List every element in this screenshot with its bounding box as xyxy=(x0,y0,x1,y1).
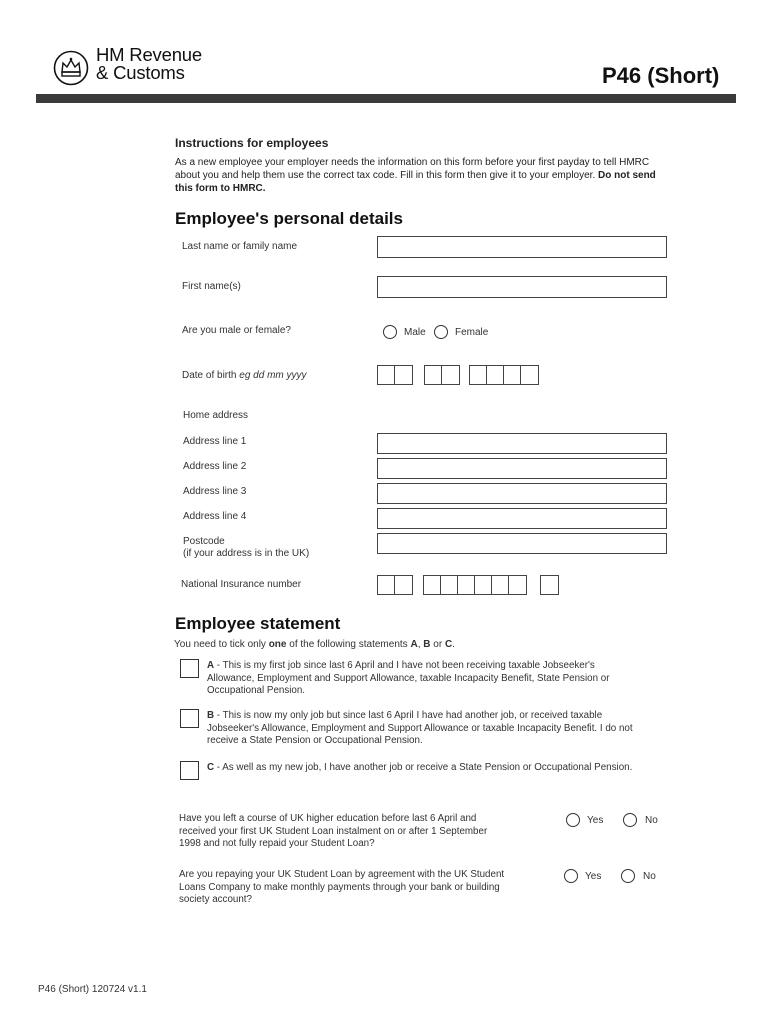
home-address-label: Home address xyxy=(183,410,249,421)
hmrc-crest-icon xyxy=(53,50,89,86)
address-line3-input[interactable] xyxy=(377,483,667,504)
form-title: P46 (Short) xyxy=(602,63,720,88)
statement-a-text: A - This is my first job since last 6 April and I have not been receiving taxable Jobseeker's Allowance, Employment and Support Allowance, taxable Incapacity Benefit, State Pension or Occupational Pension. xyxy=(207,660,610,696)
loan-repayment-no-label: No xyxy=(643,871,656,882)
ni-number-label: National Insurance number xyxy=(181,579,302,590)
female-label: Female xyxy=(455,327,489,338)
female-radio[interactable] xyxy=(434,325,448,339)
address-line3-label: Address line 3 xyxy=(183,486,247,497)
employee-statement-heading: Employee statement xyxy=(175,614,341,633)
loan-repayment-no-radio[interactable] xyxy=(621,869,635,883)
address-line4-input[interactable] xyxy=(377,508,667,529)
dob-year-input[interactable] xyxy=(469,365,539,385)
loan-repayment-yes-label: Yes xyxy=(585,871,602,882)
address-line1-label: Address line 1 xyxy=(183,436,247,447)
form-reference: P46 (Short) 120724 v1.1 xyxy=(38,984,147,995)
instructions-heading: Instructions for employees xyxy=(175,136,329,150)
ni-prefix-input[interactable] xyxy=(377,575,413,595)
address-line1-input[interactable] xyxy=(377,433,667,454)
statement-c-text: C - As well as my new job, I have another job or receive a State Pension or Occupational Pension. xyxy=(207,762,633,773)
student-loan-yes-radio[interactable] xyxy=(566,813,580,827)
male-radio[interactable] xyxy=(383,325,397,339)
ni-digits-input[interactable] xyxy=(423,575,527,595)
postcode-label: Postcode (if your address is in the UK) xyxy=(183,536,310,559)
gender-label: Are you male or female? xyxy=(182,325,291,336)
first-name-input[interactable] xyxy=(377,276,667,298)
loan-repayment-yes-radio[interactable] xyxy=(564,869,578,883)
address-line2-label: Address line 2 xyxy=(183,461,247,472)
org-name: HM Revenue & Customs xyxy=(96,44,202,83)
postcode-input[interactable] xyxy=(377,533,667,554)
statement-b-text: B - This is now my only job but since last 6 April I have had another job, or received taxable Jobseeker's Allowance, Employment and Support Allowance or taxable Incapacity Benefit. I do not receive a State Pension or Occupational Pension. xyxy=(207,710,633,746)
student-loan-question: Have you left a course of UK higher education before last 6 April and received your first UK Student Loan instalment on or after 1 September 1998 and not fully repaid your Student Loan? xyxy=(179,813,488,849)
student-loan-no-label: No xyxy=(645,815,658,826)
last-name-input[interactable] xyxy=(377,236,667,258)
ni-suffix-input[interactable] xyxy=(540,575,559,595)
statement-c-checkbox[interactable] xyxy=(180,761,199,780)
personal-details-heading: Employee's personal details xyxy=(175,209,403,228)
student-loan-no-radio[interactable] xyxy=(623,813,637,827)
first-name-label: First name(s) xyxy=(182,281,241,292)
student-loan-yes-label: Yes xyxy=(587,815,604,826)
dob-month-input[interactable] xyxy=(424,365,460,385)
dob-day-input[interactable] xyxy=(377,365,413,385)
instructions-text: As a new employee your employer needs the information on this form before your first payday to tell HMRC about you and help them use the correct tax code. Fill in this form then give it to your employer. Do not send this form to HMRC. xyxy=(175,157,656,194)
statement-a-checkbox[interactable] xyxy=(180,659,199,678)
header-divider xyxy=(36,94,736,103)
male-label: Male xyxy=(404,327,426,338)
address-line2-input[interactable] xyxy=(377,458,667,479)
statement-intro: You need to tick only one of the following statements A, B or C. xyxy=(174,639,455,650)
address-line4-label: Address line 4 xyxy=(183,511,247,522)
statement-b-checkbox[interactable] xyxy=(180,709,199,728)
last-name-label: Last name or family name xyxy=(182,241,298,252)
dob-label: Date of birth eg dd mm yyyy xyxy=(182,370,307,381)
loan-repayment-question: Are you repaying your UK Student Loan by agreement with the UK Student Loans Company to make monthly payments through your bank or building society account? xyxy=(179,869,505,905)
